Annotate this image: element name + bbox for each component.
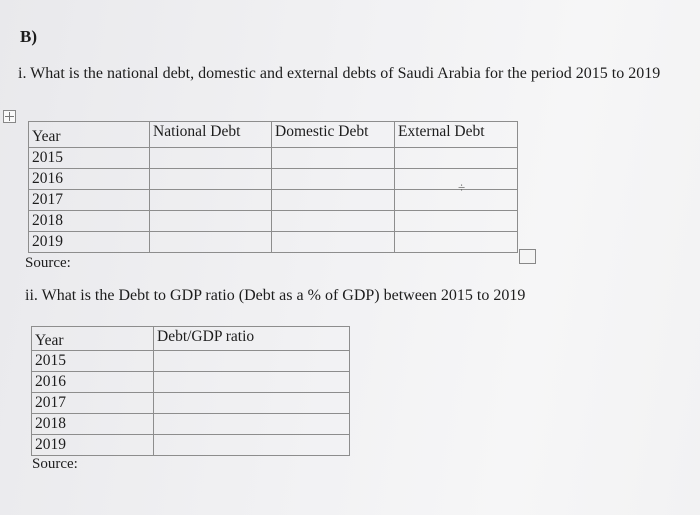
- debt-gdp-cell[interactable]: [154, 372, 350, 393]
- header-external-debt: External Debt: [395, 122, 518, 148]
- table-move-handle-icon[interactable]: [3, 110, 16, 123]
- year-cell: 2016: [29, 169, 150, 190]
- table-row: [32, 393, 350, 414]
- debt-table: [28, 121, 518, 253]
- header-debt-gdp-ratio: Debt/GDP ratio: [154, 327, 350, 351]
- year-cell: 2015: [32, 351, 154, 372]
- debt-gdp-cell[interactable]: [154, 393, 350, 414]
- move-cursor-icon: ÷: [458, 180, 466, 195]
- table-header-row: [29, 122, 518, 148]
- year-cell: 2017: [29, 190, 150, 211]
- header-domestic-debt: Domestic Debt: [272, 122, 395, 148]
- domestic-debt-cell[interactable]: [272, 211, 395, 232]
- year-cell: 2016: [32, 372, 154, 393]
- table-row: [29, 190, 518, 211]
- debt-gdp-cell[interactable]: [154, 414, 350, 435]
- year-cell: 2018: [29, 211, 150, 232]
- year-cell: 2019: [32, 435, 154, 456]
- external-debt-cell[interactable]: [395, 190, 518, 211]
- year-cell: 2019: [29, 232, 150, 253]
- domestic-debt-cell[interactable]: [272, 232, 395, 253]
- table-row: [29, 148, 518, 169]
- table-row: [29, 169, 518, 190]
- table-row: [29, 211, 518, 232]
- debt-gdp-cell[interactable]: [154, 351, 350, 372]
- header-national-debt: National Debt: [150, 122, 272, 148]
- table-row: [32, 372, 350, 393]
- header-year: Year: [32, 327, 154, 351]
- table-resize-handle-icon[interactable]: [519, 249, 536, 264]
- question-2: ii. What is the Debt to GDP ratio (Debt as a % of GDP) between 2015 to 2019: [25, 287, 526, 304]
- header-year: Year: [29, 122, 150, 148]
- table-header-row: [32, 327, 350, 351]
- domestic-debt-cell[interactable]: [272, 148, 395, 169]
- national-debt-cell[interactable]: [150, 232, 272, 253]
- domestic-debt-cell[interactable]: [272, 169, 395, 190]
- external-debt-cell[interactable]: [395, 211, 518, 232]
- question-1: i. What is the national debt, domestic and external debts of Saudi Arabia for the period 2015 to 2019: [18, 65, 661, 82]
- external-debt-cell[interactable]: [395, 232, 518, 253]
- source-label: Source:: [25, 255, 71, 271]
- national-debt-cell[interactable]: [150, 211, 272, 232]
- external-debt-cell[interactable]: [395, 148, 518, 169]
- external-debt-cell[interactable]: [395, 169, 518, 190]
- national-debt-cell[interactable]: [150, 148, 272, 169]
- table-row: [32, 351, 350, 372]
- year-cell: 2015: [29, 148, 150, 169]
- national-debt-cell[interactable]: [150, 169, 272, 190]
- debt-gdp-table: [31, 326, 350, 456]
- domestic-debt-cell[interactable]: [272, 190, 395, 211]
- debt-gdp-cell[interactable]: [154, 435, 350, 456]
- national-debt-cell[interactable]: [150, 190, 272, 211]
- table-row: [32, 435, 350, 456]
- source-label: Source:: [32, 456, 78, 472]
- table-row: [29, 232, 518, 253]
- table-row: [32, 414, 350, 435]
- year-cell: 2017: [32, 393, 154, 414]
- year-cell: 2018: [32, 414, 154, 435]
- section-label: B): [20, 27, 37, 46]
